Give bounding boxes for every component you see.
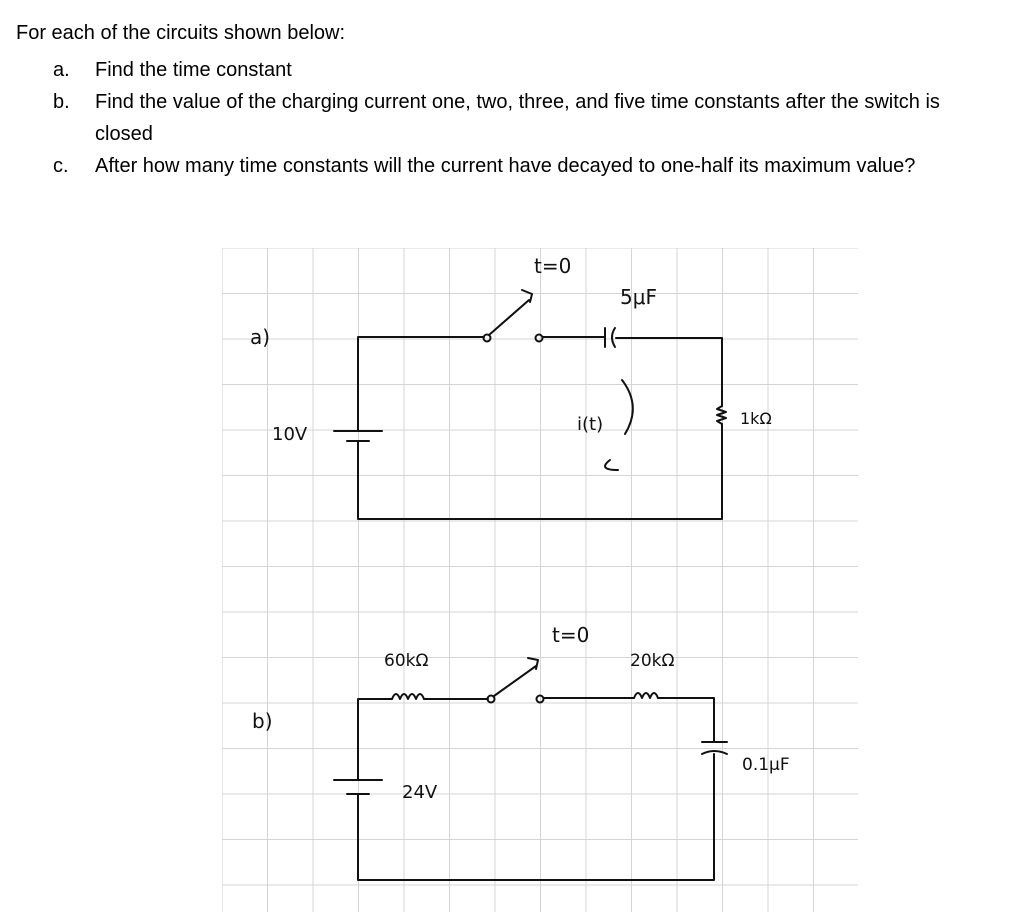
source-voltage-label: 10V [272, 424, 308, 445]
question-b [0, 86, 1000, 150]
circuit-figure [222, 248, 858, 912]
question-a [0, 54, 1000, 86]
switch-time-label: t=0 [552, 623, 590, 647]
question-marker: c. [53, 155, 69, 177]
problem-intro: For each of the circuits shown below: [16, 22, 346, 44]
circuit-a-label: a) [250, 325, 271, 349]
current-label: i(t) [577, 414, 604, 435]
question-text: Find the time constant [95, 59, 292, 81]
resistor-2-label: 20kΩ [630, 651, 675, 671]
question-text: Find the value of the charging current one, two, three, and five time constants after the switch is closed [95, 91, 940, 145]
question-c [0, 150, 1000, 182]
question-marker: b. [53, 91, 70, 113]
resistor-label: 1kΩ [740, 409, 772, 428]
question-list [0, 54, 1000, 182]
switch-time-label: t=0 [534, 254, 572, 278]
question-text: After how many time constants will the current have decayed to one-half its maximum value? [95, 155, 916, 177]
source-voltage-label: 24V [402, 782, 438, 803]
circuit-sketch [222, 248, 858, 912]
capacitor-label: 5μF [620, 285, 657, 309]
capacitor-label: 0.1μF [742, 755, 790, 775]
circuit-b-label: b) [252, 709, 273, 733]
resistor-1-label: 60kΩ [384, 651, 429, 671]
question-marker: a. [53, 59, 70, 81]
